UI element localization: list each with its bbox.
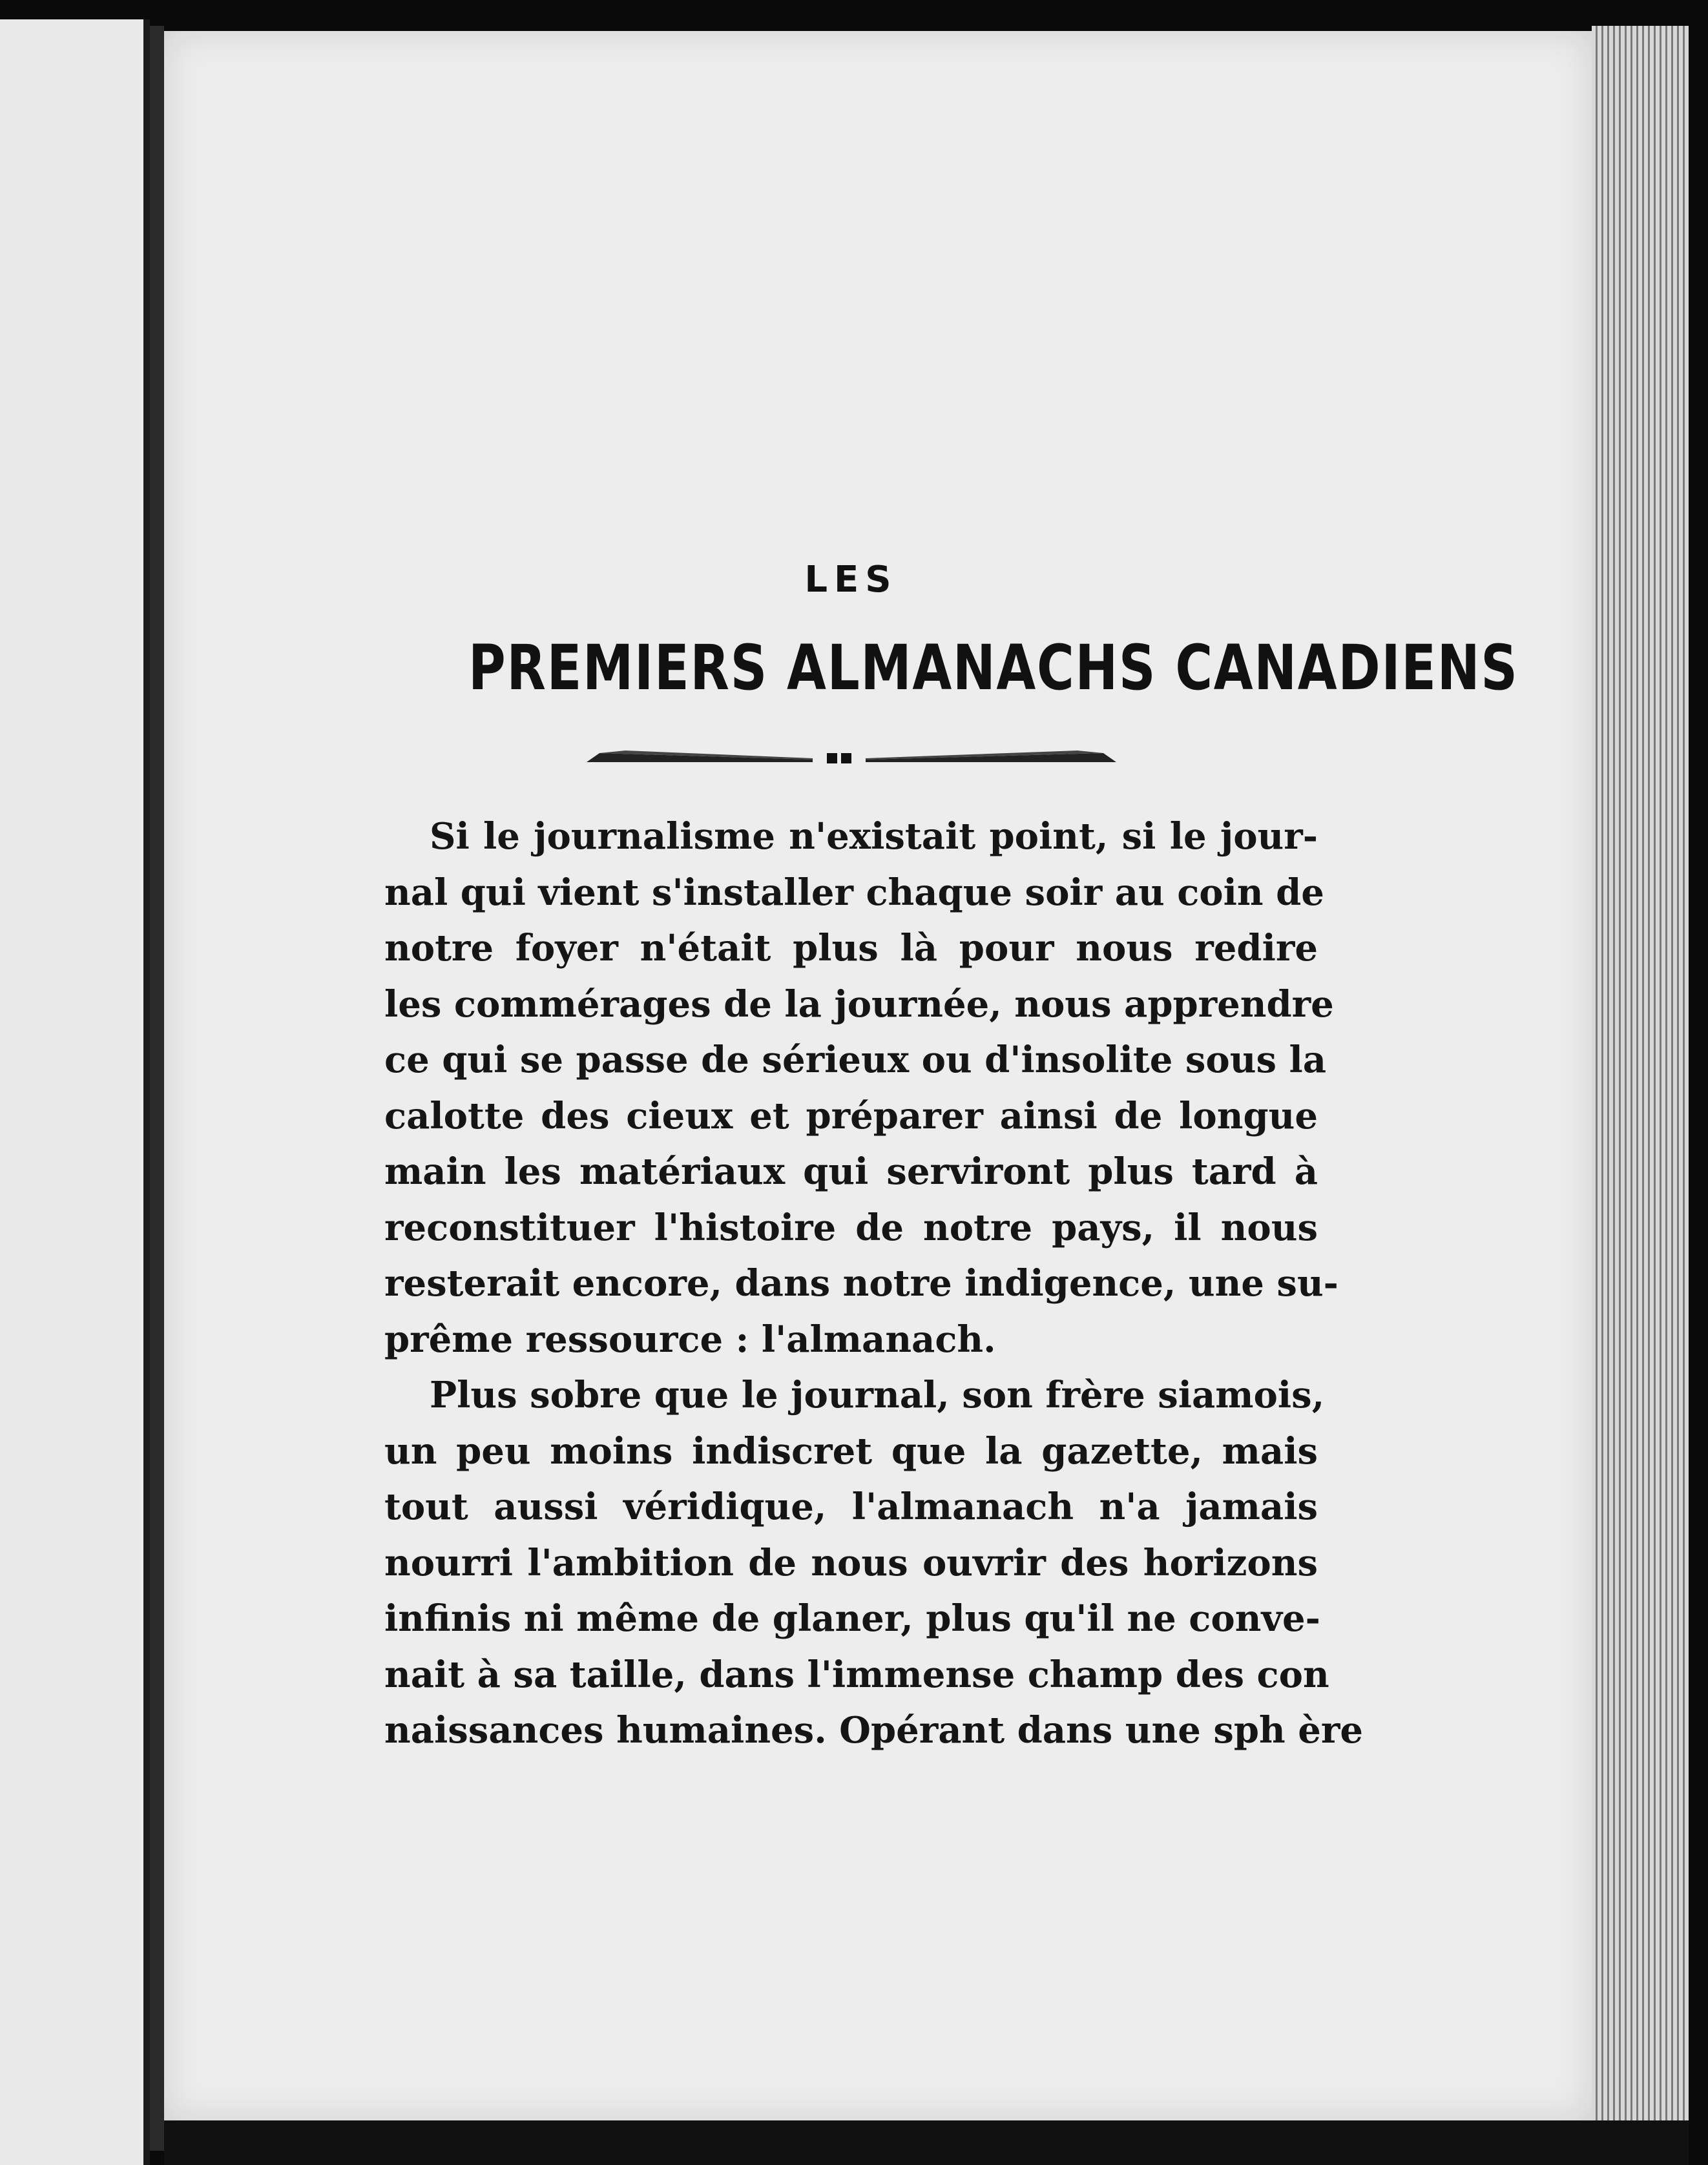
text-line: prême ressource : l'almanach. [384,1318,996,1361]
text-line: main les matériaux qui serviront plus tard à [384,1150,1318,1193]
text-line: un peu moins indiscret que la gazette, mais [384,1429,1318,1473]
heading-main: PREMIERS ALMANACHS CANADIENS [468,632,1519,704]
text-line: notre foyer n'était plus là pour nous redire [384,927,1318,969]
text-line: resterait encore, dans notre indigence, une su- [384,1262,1338,1305]
heading-small: LES [804,559,898,601]
text-line: Plus sobre que le journal, son frère siamois, [430,1374,1325,1416]
text-line: nal qui vient s'installer chaque soir au coin de [384,871,1324,914]
page-content [384,559,1519,1759]
text-line: Si le journalisme n'existait point, si le jour- [430,815,1318,858]
text-line: nourri l'ambition de nous ouvrir des horizons [384,1541,1318,1584]
text-line: les commérages de la journée, nous apprendre [384,982,1334,1026]
ornament-divider [384,744,1318,770]
text-line: calotte des cieux et préparer ainsi de longue [384,1094,1318,1137]
text-line: nait à sa taille, dans l'immense champ des con [384,1653,1329,1696]
text-line: tout aussi véridique, l'almanach n'a jamais [384,1486,1318,1528]
body-text [384,809,1364,1759]
page-stack-edges [1592,26,1689,2125]
book-gutter [150,26,164,2151]
bottom-shadow [164,2120,1689,2165]
previous-page-edge [0,19,150,2165]
text-line: naissances humaines. Opérant dans une sph ère [384,1709,1364,1752]
text-line: reconstituer l'histoire de notre pays, il nous [384,1206,1318,1249]
text-line: infinis ni même de glaner, plus qu'il ne conve- [384,1597,1320,1640]
text-line: ce qui se passe de sérieux ou d'insolite sous la [384,1039,1327,1081]
ornament-rule-icon [587,744,1116,770]
